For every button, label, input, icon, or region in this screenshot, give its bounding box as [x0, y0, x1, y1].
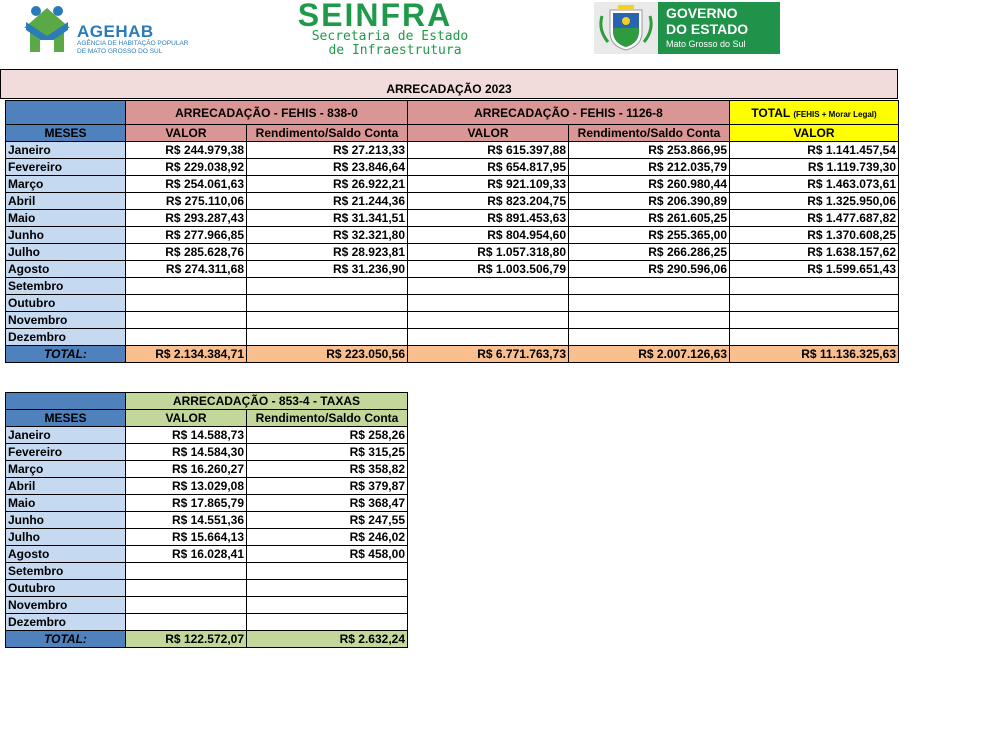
total-header-sub: (FEHIS + Morar Legal) [793, 109, 877, 119]
valor-cell [126, 614, 247, 631]
rend-838-cell: R$ 28.923,81 [247, 244, 408, 261]
valor-total-cell: R$ 1.325.950,06 [730, 193, 899, 210]
valor-total-cell: R$ 1.477.687,82 [730, 210, 899, 227]
valor-838-cell: R$ 285.628,76 [126, 244, 247, 261]
month-cell: Maio [6, 495, 126, 512]
valor-total-cell: R$ 1.463.073,61 [730, 176, 899, 193]
valor-cell: R$ 14.584,30 [126, 444, 247, 461]
valor-cell: R$ 13.029,08 [126, 478, 247, 495]
valor-1126-cell: R$ 1.057.318,80 [408, 244, 569, 261]
valor-838-cell [126, 295, 247, 312]
table-row [6, 427, 408, 444]
valor-1126-cell: R$ 804.954,60 [408, 227, 569, 244]
valor-total-cell: R$ 1.599.651,43 [730, 261, 899, 278]
table-row [6, 495, 408, 512]
table-row [6, 478, 408, 495]
rend-cell [247, 580, 408, 597]
valor-1126-cell [408, 278, 569, 295]
month-cell: Janeiro [6, 427, 126, 444]
col-header-valor-1126: VALOR [408, 125, 569, 142]
valor-838-cell [126, 312, 247, 329]
col-header-valor-total: VALOR [730, 125, 899, 142]
rend-1126-cell: R$ 261.605,25 [569, 210, 730, 227]
valor-838-cell: R$ 244.979,38 [126, 142, 247, 159]
table-column-header-row [6, 125, 899, 142]
total-rend-1126-cell: R$ 2.007.126,63 [569, 346, 730, 363]
rend-cell [247, 563, 408, 580]
month-cell: Junho [6, 512, 126, 529]
month-cell: Julho [6, 244, 126, 261]
table-row [6, 295, 899, 312]
table-row [6, 512, 408, 529]
taxas-table [5, 392, 408, 648]
month-cell: Dezembro [6, 614, 126, 631]
month-cell: Junho [6, 227, 126, 244]
rend-838-cell [247, 312, 408, 329]
valor-cell [126, 580, 247, 597]
total-rend-cell: R$ 2.632,24 [247, 631, 408, 648]
governo-logo [594, 2, 780, 54]
rend-838-cell [247, 295, 408, 312]
seinfra-line-1: Secretaria de Estado [311, 29, 469, 44]
rend-838-cell: R$ 23.846,64 [247, 159, 408, 176]
valor-total-cell: R$ 1.638.157,62 [730, 244, 899, 261]
col-header-rend-838: Rendimento/Saldo Conta [247, 125, 408, 142]
table-row [6, 461, 408, 478]
valor-total-cell [730, 312, 899, 329]
table-row [6, 546, 408, 563]
month-cell: Agosto [6, 261, 126, 278]
rend-838-cell: R$ 26.922,21 [247, 176, 408, 193]
table-row [6, 244, 899, 261]
rend-1126-cell [569, 312, 730, 329]
rend-cell: R$ 379,87 [247, 478, 408, 495]
rend-1126-cell [569, 295, 730, 312]
rend-838-cell: R$ 27.213,33 [247, 142, 408, 159]
group-header-838: ARRECADAÇÃO - FEHIS - 838-0 [126, 101, 408, 125]
rend-cell [247, 597, 408, 614]
month-cell: Novembro [6, 597, 126, 614]
table-row [6, 580, 408, 597]
group-header-1126: ARRECADAÇÃO - FEHIS - 1126-8 [408, 101, 730, 125]
state-crest-icon [596, 4, 656, 52]
governo-line-2: DO ESTADO [666, 21, 749, 37]
valor-1126-cell [408, 329, 569, 346]
month-cell: Janeiro [6, 142, 126, 159]
valor-total-cell [730, 278, 899, 295]
valor-1126-cell: R$ 615.397,88 [408, 142, 569, 159]
table-row [6, 312, 899, 329]
rend-cell: R$ 246,02 [247, 529, 408, 546]
valor-cell: R$ 16.028,41 [126, 546, 247, 563]
month-cell: Setembro [6, 563, 126, 580]
table-row [6, 261, 899, 278]
rend-cell: R$ 315,25 [247, 444, 408, 461]
rend-838-cell: R$ 31.236,90 [247, 261, 408, 278]
rend-1126-cell: R$ 206.390,89 [569, 193, 730, 210]
table-row [6, 614, 408, 631]
month-cell: Fevereiro [6, 159, 126, 176]
month-cell: Março [6, 461, 126, 478]
rend-cell: R$ 358,82 [247, 461, 408, 478]
col-header-meses: MESES [6, 125, 126, 142]
valor-cell [126, 597, 247, 614]
month-cell: Outubro [6, 580, 126, 597]
agehab-name: AGEHAB [77, 22, 154, 41]
valor-838-cell: R$ 274.311,68 [126, 261, 247, 278]
table-row [6, 176, 899, 193]
rend-838-cell: R$ 31.341,51 [247, 210, 408, 227]
valor-total-cell [730, 329, 899, 346]
valor-cell: R$ 16.260,27 [126, 461, 247, 478]
table-row [6, 159, 899, 176]
valor-total-cell [730, 295, 899, 312]
valor-cell: R$ 17.865,79 [126, 495, 247, 512]
valor-cell [126, 563, 247, 580]
seinfra-name: SEINFRA [297, 0, 453, 33]
month-cell: Maio [6, 210, 126, 227]
month-cell: Outubro [6, 295, 126, 312]
seinfra-logo [255, 0, 495, 60]
table-column-header-row [6, 410, 408, 427]
rend-838-cell [247, 278, 408, 295]
month-cell: Março [6, 176, 126, 193]
table-row [6, 227, 899, 244]
governo-line-3: Mato Grosso do Sul [666, 39, 746, 49]
valor-1126-cell: R$ 921.109,33 [408, 176, 569, 193]
valor-cell: R$ 14.551,36 [126, 512, 247, 529]
rend-1126-cell: R$ 255.365,00 [569, 227, 730, 244]
valor-1126-cell: R$ 654.817,95 [408, 159, 569, 176]
blank-corner-cell [6, 393, 126, 410]
agehab-house-icon [20, 2, 74, 56]
rend-838-cell: R$ 21.244,36 [247, 193, 408, 210]
total-valor-total-cell: R$ 11.136.325,63 [730, 346, 899, 363]
table-row [6, 444, 408, 461]
valor-838-cell: R$ 277.966,85 [126, 227, 247, 244]
rend-cell: R$ 368,47 [247, 495, 408, 512]
valor-1126-cell: R$ 823.204,75 [408, 193, 569, 210]
month-cell: Agosto [6, 546, 126, 563]
rend-1126-cell: R$ 253.866,95 [569, 142, 730, 159]
valor-total-cell: R$ 1.141.457,54 [730, 142, 899, 159]
valor-total-cell: R$ 1.119.739,30 [730, 159, 899, 176]
valor-838-cell: R$ 229.038,92 [126, 159, 247, 176]
agehab-subtitle-1: AGÊNCIA DE HABITAÇÃO POPULAR [77, 40, 189, 47]
rend-1126-cell: R$ 212.035,79 [569, 159, 730, 176]
table-row [6, 563, 408, 580]
table-row [6, 142, 899, 159]
page-title: ARRECADAÇÃO 2023 [0, 69, 898, 99]
month-cell: Abril [6, 478, 126, 495]
table-row [6, 529, 408, 546]
total-row [6, 631, 408, 648]
table-group-header-row [6, 101, 899, 125]
table-group-header-row [6, 393, 408, 410]
blank-corner-cell [6, 101, 126, 125]
group-header-total [730, 101, 899, 125]
rend-838-cell: R$ 32.321,80 [247, 227, 408, 244]
agehab-logo [20, 2, 200, 56]
rend-1126-cell: R$ 260.980,44 [569, 176, 730, 193]
month-cell: Setembro [6, 278, 126, 295]
governo-panel [658, 2, 780, 54]
fehis-table [5, 100, 899, 363]
col-header-rend: Rendimento/Saldo Conta [247, 410, 408, 427]
total-valor-cell: R$ 122.572,07 [126, 631, 247, 648]
month-cell: Abril [6, 193, 126, 210]
valor-1126-cell [408, 312, 569, 329]
total-valor-1126-cell: R$ 6.771.763,73 [408, 346, 569, 363]
valor-838-cell: R$ 293.287,43 [126, 210, 247, 227]
seinfra-line-2: de Infraestrutura [328, 43, 462, 58]
total-header-main: TOTAL [751, 105, 790, 120]
valor-838-cell [126, 329, 247, 346]
valor-1126-cell [408, 295, 569, 312]
total-row [6, 346, 899, 363]
governo-line-1: GOVERNO [666, 5, 738, 21]
col-header-valor: VALOR [126, 410, 247, 427]
rend-1126-cell: R$ 290.596,06 [569, 261, 730, 278]
valor-838-cell: R$ 254.061,63 [126, 176, 247, 193]
table-row [6, 210, 899, 227]
rend-1126-cell: R$ 266.286,25 [569, 244, 730, 261]
rend-cell: R$ 258,26 [247, 427, 408, 444]
table-row [6, 597, 408, 614]
total-label: TOTAL: [6, 346, 126, 363]
rend-1126-cell [569, 329, 730, 346]
col-header-rend-1126: Rendimento/Saldo Conta [569, 125, 730, 142]
valor-1126-cell: R$ 1.003.506,79 [408, 261, 569, 278]
table-row [6, 278, 899, 295]
total-valor-838-cell: R$ 2.134.384,71 [126, 346, 247, 363]
valor-total-cell: R$ 1.370.608,25 [730, 227, 899, 244]
col-header-meses: MESES [6, 410, 126, 427]
valor-cell: R$ 14.588,73 [126, 427, 247, 444]
total-rend-838-cell: R$ 223.050,56 [247, 346, 408, 363]
rend-cell: R$ 247,55 [247, 512, 408, 529]
rend-1126-cell [569, 278, 730, 295]
group-header-853: ARRECADAÇÃO - 853-4 - TAXAS [126, 393, 408, 410]
table-row [6, 329, 899, 346]
valor-cell: R$ 15.664,13 [126, 529, 247, 546]
rend-cell: R$ 458,00 [247, 546, 408, 563]
rend-cell [247, 614, 408, 631]
month-cell: Dezembro [6, 329, 126, 346]
rend-838-cell [247, 329, 408, 346]
month-cell: Fevereiro [6, 444, 126, 461]
total-label: TOTAL: [6, 631, 126, 648]
table-row [6, 193, 899, 210]
valor-838-cell: R$ 275.110,06 [126, 193, 247, 210]
agehab-subtitle-2: DE MATO GROSSO DO SUL [77, 48, 163, 55]
valor-1126-cell: R$ 891.453,63 [408, 210, 569, 227]
month-cell: Julho [6, 529, 126, 546]
col-header-valor-838: VALOR [126, 125, 247, 142]
valor-838-cell [126, 278, 247, 295]
month-cell: Novembro [6, 312, 126, 329]
